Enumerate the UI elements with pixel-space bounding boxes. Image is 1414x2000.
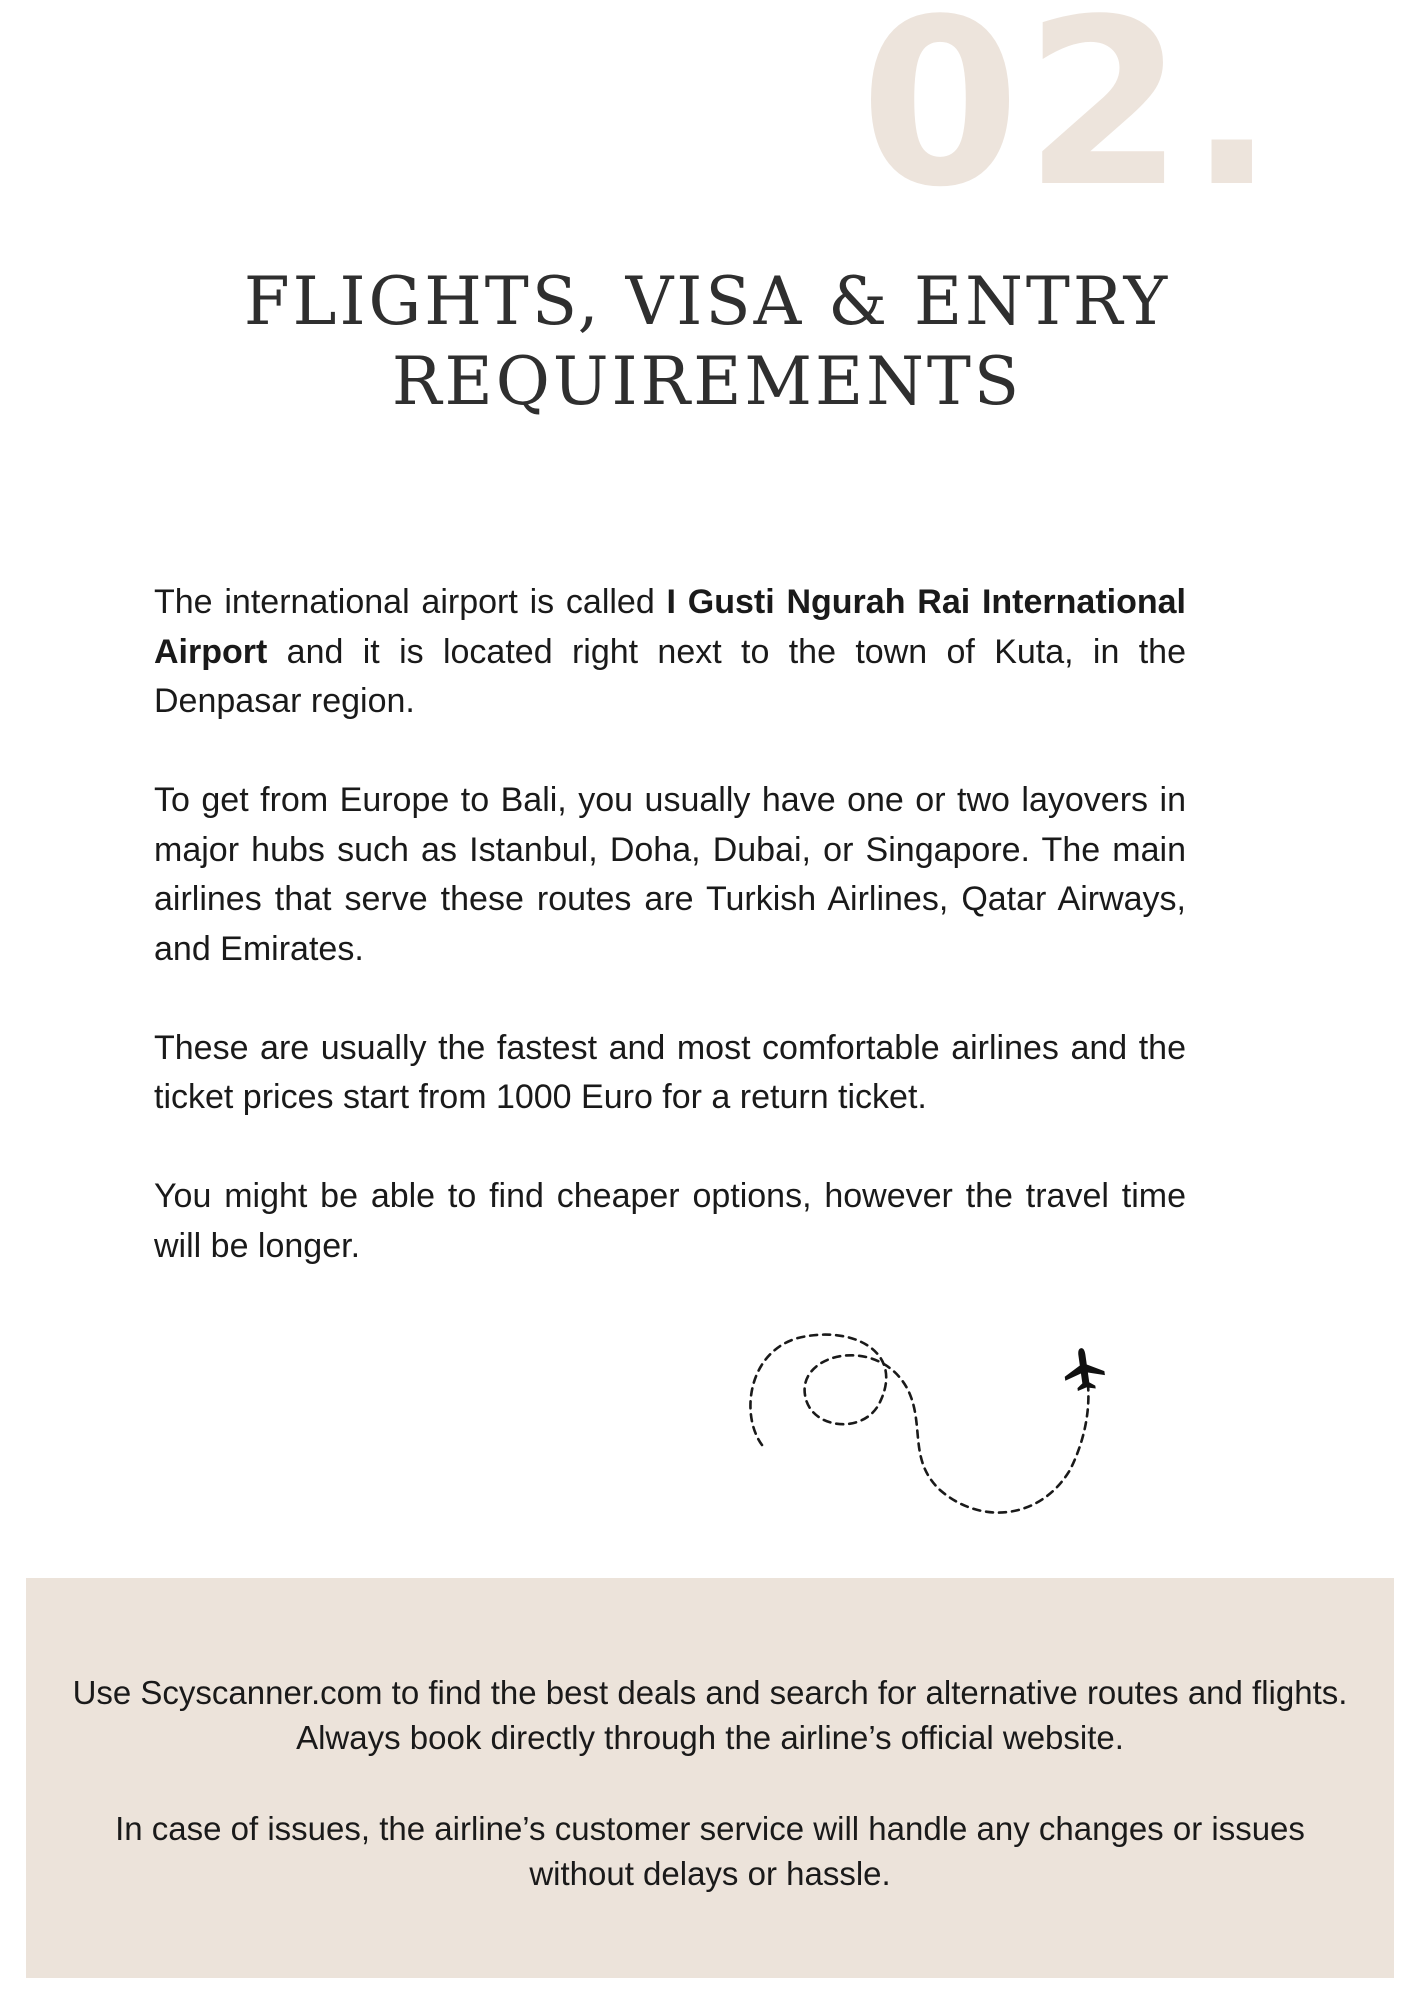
page-title-line-1: FLIGHTS, VISA & ENTRY: [243, 263, 1171, 340]
page-number: 02.: [860, 0, 1280, 238]
paragraph-prices: These are usually the fastest and most comfortable airlines and the ticket prices start from 1000 Euro for a return ticket.: [154, 1028, 1186, 1116]
paragraph-cheaper-options: You might be able to find cheaper options, however the travel time will be longer.: [154, 1177, 1186, 1265]
dashed-flight-path: [750, 1335, 1088, 1513]
page-title-line-2: REQUIREMENTS: [391, 343, 1023, 420]
flight-path-illustration: [740, 1330, 1120, 1530]
tip-customer-service: In case of issues, the airline’s customer service will handle any changes or issues without delays or hassle.: [115, 1810, 1305, 1892]
paragraph-airport: [154, 578, 1186, 727]
paragraph-airport-rest: and it is located right next to the town of Kuta, in the Denpasar region.: [154, 632, 1186, 720]
paragraph-airport-intro: The international airport is called: [154, 583, 667, 621]
tip-box: [26, 1578, 1394, 1978]
page-title: [0, 262, 1414, 422]
airport-name: I Gusti Ngurah Rai International Airport: [154, 583, 1186, 671]
paragraph-layovers: To get from Europe to Bali, you usually have one or two layovers in major hubs such as Istanbul, Doha, Dubai, or Singapore. The main airlines that serve these routes are Turkish Airlines, Qatar Airways, and Emirates.: [154, 781, 1186, 968]
tip-skyscanner: Use Scyscanner.com to find the best deals and search for alternative routes and flights. Always book directly through the airline’s official website.: [72, 1674, 1348, 1756]
airplane-icon: [1061, 1345, 1106, 1392]
body-text: [154, 578, 1186, 1271]
